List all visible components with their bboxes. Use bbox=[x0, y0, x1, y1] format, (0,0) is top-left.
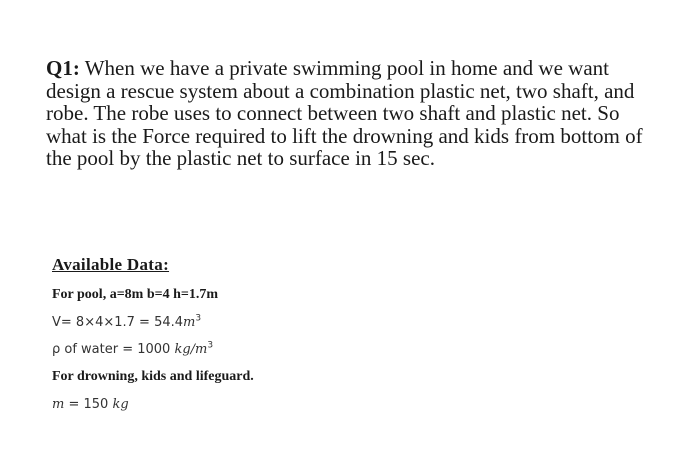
question-text: When we have a private swimming pool in home and we want design a rescue system about a combination plastic net, two shaft, and robe. The robe uses to connect between two shaft and plastic net. So what is the Force required to lift the drowning and kids from bottom of the pool by the plastic net to surface in 15 sec. bbox=[46, 56, 643, 171]
density-expression: ρ of water = 1000 bbox=[52, 342, 175, 357]
mass-expression: = 150 bbox=[64, 397, 113, 412]
persons-note: For drowning, kids and lifeguard. bbox=[52, 369, 254, 384]
pool-dimensions: For pool, a=8m b=4 h=1.7m bbox=[52, 287, 219, 302]
density-exponent: 3 bbox=[207, 340, 214, 351]
pool-volume bbox=[52, 315, 472, 330]
volume-expression: V= 8×4×1.7 = 54.4 bbox=[52, 315, 184, 330]
question-paragraph bbox=[46, 57, 646, 170]
mass-variable: m bbox=[52, 397, 65, 412]
mass-unit: kg bbox=[112, 397, 129, 412]
available-data-heading: Available Data: bbox=[52, 255, 170, 274]
question-label: Q1: bbox=[46, 56, 80, 80]
mass-value bbox=[52, 397, 472, 412]
available-data-section bbox=[52, 255, 472, 424]
water-density bbox=[52, 342, 472, 357]
volume-exponent: 3 bbox=[195, 313, 202, 324]
volume-unit: m bbox=[183, 315, 196, 330]
density-unit: kg/m bbox=[174, 342, 208, 357]
